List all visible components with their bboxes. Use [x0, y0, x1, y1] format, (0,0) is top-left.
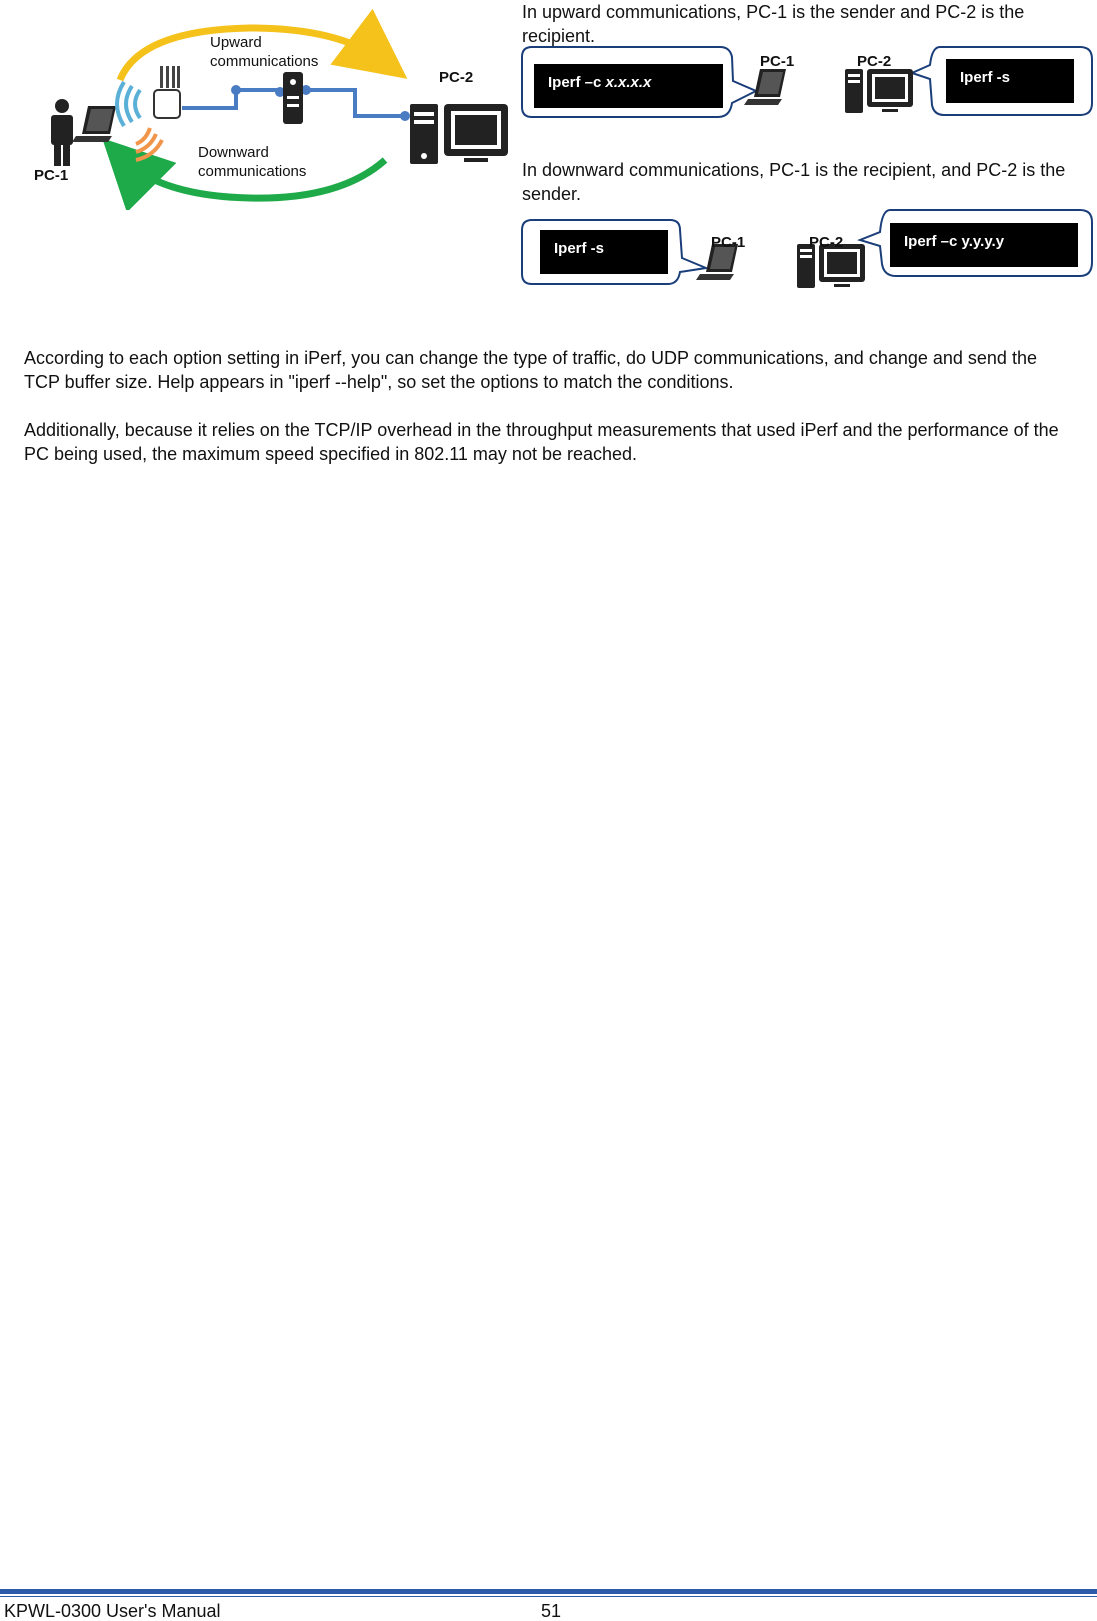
downward-pc2-label: PC-2 [809, 234, 844, 251]
cmd-prefix: Iperf –c [548, 74, 606, 91]
server-icon [283, 72, 303, 124]
downward-pc1-label: PC-1 [711, 234, 746, 251]
downward-pc2-command: Iperf –c y.y.y.y [890, 223, 1078, 267]
upward-description: In upward communications, PC-1 is the sender and PC-2 is the recipient. [522, 2, 1025, 46]
desktop-pc-icon [845, 69, 913, 113]
downward-pc1-command: Iperf -s [540, 230, 668, 274]
footer-page-number: 51 [541, 1601, 562, 1621]
downward-label: Downward communications [198, 144, 307, 180]
upward-pc1-command [534, 64, 723, 108]
laptop-icon [72, 106, 116, 142]
access-point-icon [154, 66, 180, 118]
footer-rule-thin [0, 1596, 1097, 1597]
upward-label: Upward communications [210, 34, 319, 70]
footer-manual-title: KPWL-0300 User's Manual [4, 1601, 221, 1621]
laptop-icon [744, 69, 786, 105]
upward-pc2-label: PC-2 [857, 53, 892, 70]
upward-pc2-command: Iperf -s [946, 59, 1074, 103]
downward-description: In downward communications, PC-1 is the recipient, and PC-2 is the sender. [522, 160, 1066, 204]
cmd-arg: x.x.x.x [605, 74, 652, 91]
footer-rule [0, 1589, 1097, 1594]
diagram-pc1-label: PC-1 [34, 167, 69, 184]
diagram-pc2-label: PC-2 [439, 69, 474, 86]
body-paragraph-1: According to each option setting in iPerf, you can change the type of traffic, do UDP communications, and change and send the TCP buffer size. Help appears in "iperf --help", so set the options to match the conditions. [24, 348, 1037, 392]
desktop-pc-icon [410, 104, 508, 164]
body-paragraph-2: Additionally, because it relies on the TCP/IP overhead in the throughput measurements that used iPerf and the performance of the PC being used, the maximum speed specified in 802.11 may not be reached. [24, 420, 1059, 464]
person-icon [51, 99, 73, 166]
upward-pc1-label: PC-1 [760, 53, 795, 70]
